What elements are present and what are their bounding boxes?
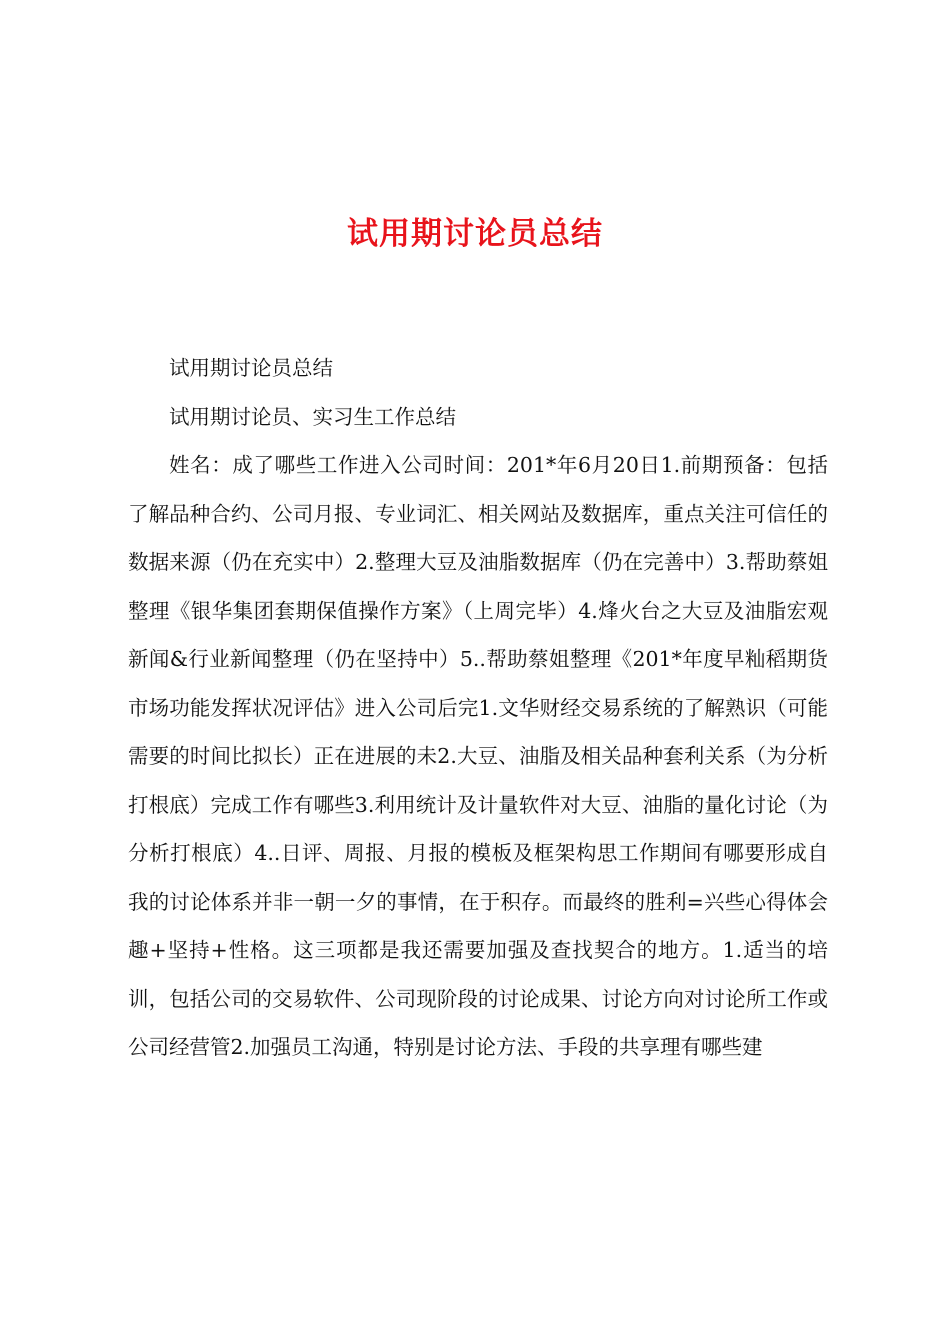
paragraph-heading: 试用期讨论员总结 bbox=[169, 356, 333, 380]
paragraph-subheading: 试用期讨论员、实习生工作总结 bbox=[169, 404, 456, 429]
document-title: 试用期讨论员总结 bbox=[347, 216, 603, 252]
paragraph-main: 姓名：成了哪些工作进入公司时间：201*年6月20日1.前期预备：包括了解品种合约、公司月报、专业词汇、相关网站及数据库，重点关注可信任的数据来源（仍在充实中）2.整理大豆及油脂数据库（仍在完善中）3.帮助蔡姐整理《银华集团套期保值操作方案》（上周完毕）4.烽火台之大豆及油脂宏观新闻&行业新闻整理（仍在坚持中）5..帮助蔡姐整理《201*年度早籼稻期货市场功能发挥状况评估》进入公司后完1.文华财经交易系统的了解熟识（可能需要的时间比拟长）正在进展的未2.大豆、油脂及相关品种套利关系（为分析打根底）完成工作有哪些3.利用统计及计量软件对大豆、油脂的量化讨论（为分析打根底）4..日评、周报、月报的模板及框架构思工作期间有哪要形成自我的讨论体系并非一朝一夕的事情，在于积存。而最终的胜利=兴些心得体会趣+坚持+性格。这三项都是我还需要加强及查找契合的地方。1.适当的培训，包括公司的交易软件、公司现阶段的讨论成果、讨论方向对讨论所工作或公司经营管2.加强员工沟通，特别是讨论方法、手段的共享理有哪些建 bbox=[128, 453, 828, 1059]
document-body bbox=[128, 344, 828, 1072]
